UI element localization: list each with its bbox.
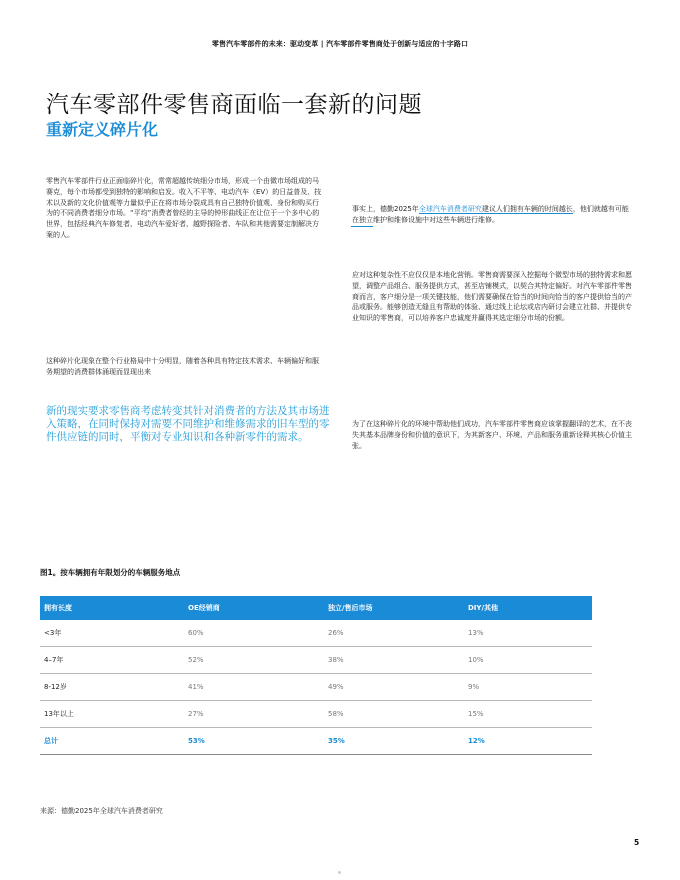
right-paragraph-1 [352,204,635,226]
footer-dot [338,871,341,874]
table-row [40,674,592,701]
table-row [40,620,592,647]
table-cell: 10% [464,647,592,674]
table-cell: 38% [324,647,464,674]
right-paragraph-1-lead: 事实上，德勤2025年 [352,205,419,213]
table-cell: 8-12岁 [40,674,184,701]
right-paragraph-1-underlined: 建议人们拥有车辆的时间越长 [481,205,573,213]
study-link[interactable]: 全球汽车消费者研究 [418,205,482,213]
table-cell: 35% [324,728,464,755]
table-cell: 总计 [40,728,184,755]
left-paragraph-1: 零售汽车零部件行业正面临碎片化，常常超越传统细分市场，形成一个由微市场组成的马赛克，每个市场都受到独特的影响和启发。收入不平等、电动汽车（EV）的日益普及、技术以及新的文化价值观等力量似乎正在将市场分裂成具有自己独特价值观、身份和购买行为的不同消费者细分市场。“平均”消费者曾经的主导的钟形曲线正在让位于一个多中心的世界，包括经典汽车修复者、电动汽车爱好者、越野探险者、车队和其他需要定制解决方案的人。 [46,177,322,239]
table-cell: 58% [324,701,464,728]
source-note: 来源：德勤2025年全球汽车消费者研究 [40,807,163,815]
table-cell: 26% [324,620,464,647]
table-cell: 41% [184,674,324,701]
table-header-row [40,596,592,620]
table-row [40,701,592,728]
highlight-quote: 新的现实要求零售商考虑转变其针对消费者的方法及其市场进入策略，在同时保持对需要不同维护和维修需求的旧车型的零件供应链的同时，平衡对专业知识和各种新零件的需求。 [46,405,330,444]
table-cell: 13% [464,620,592,647]
table-row [40,647,592,674]
right-paragraph-2: 应对这种复杂性不应仅仅是本地化营销。零售商需要深入挖掘每个微型市场的独特需求和愿望，调整产品组合、服务提供方式，甚至店铺模式，以契合其特定偏好。对汽车零部件零售商而言，客户细分是一项关键技能，他们需要确保在恰当的时间向恰当的客户提供恰当的产品或服务。能够创造无缝且有帮助的体验、通过线上论坛或店内研讨会建立社群、并提供专业知识的零售商，可以培养客户忠诚度并赢得其选定细分市场的份额。 [352,271,632,323]
table-cell: 60% [184,620,324,647]
right-paragraph-1-rest: ，他们就越有可能在独立维护和维修设施中对这些车辆进行维修。 [352,205,629,224]
column-header: DIY/其他 [464,596,592,620]
column-header: 拥有长度 [40,596,184,620]
page-number: 5 [634,838,640,847]
figure-title: 图1。按车辆拥有年限划分的车辆服务地点 [40,568,181,577]
table-cell: 12% [464,728,592,755]
table-cell: 15% [464,701,592,728]
column-header: OE经销商 [184,596,324,620]
running-header: 零售汽车零部件的未来：驱动变革 | 汽车零部件零售商处于创新与适应的十字路口 [211,40,469,48]
column-header: 独立/售后市场 [324,596,464,620]
service-location-table [40,596,592,755]
table-cell: <3年 [40,620,184,647]
table-total-row [40,728,592,755]
table-cell: 49% [324,674,464,701]
right-paragraph-3: 为了在这种碎片化的环境中帮助他们成功，汽车零部件零售商应该掌握翻译的艺术，在不丧失其基本品牌身份和价值的意识下，为其新客户、环境、产品和服务重新诠释其核心价值主张。 [352,420,632,450]
table-cell: 9% [464,674,592,701]
table-cell: 27% [184,701,324,728]
table-cell: 52% [184,647,324,674]
table-cell: 4–7年 [40,647,184,674]
page-subtitle: 重新定义碎片化 [46,120,159,139]
link-underline-accent [351,226,373,227]
page-title: 汽车零部件零售商面临一套新的问题 [46,92,422,118]
table-cell: 13年以上 [40,701,184,728]
table-cell: 53% [184,728,324,755]
left-paragraph-2: 这种碎片化现象在整个行业格局中十分明显，随着各种具有特定技术需求、车辆偏好和服务期望的消费群体涌现而显现出来 [46,357,319,376]
